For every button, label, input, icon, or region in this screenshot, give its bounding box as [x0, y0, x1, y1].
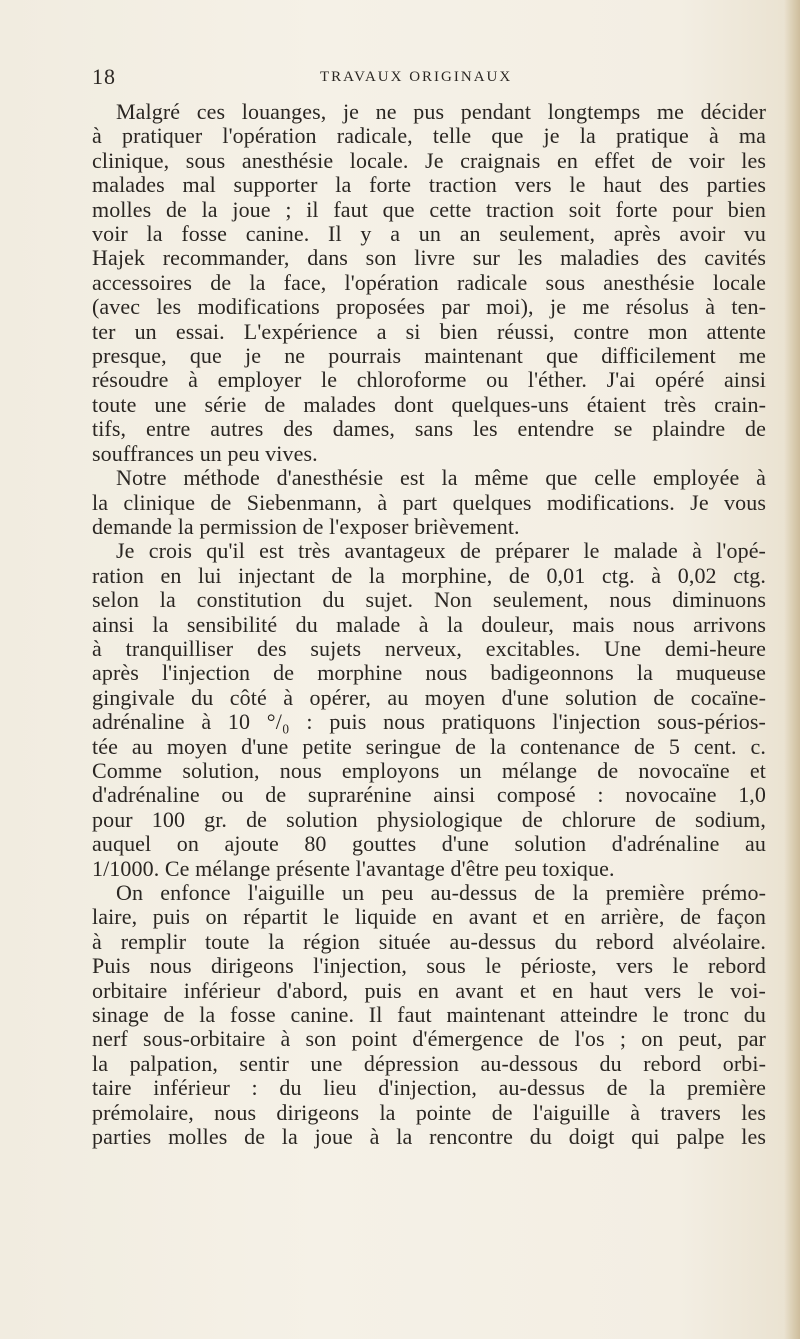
text-line: orbitaire inférieur d'abord, puis en avant et en haut vers le voi-	[92, 977, 766, 1003]
text-line: tifs, entre autres des dames, sans les entendre se plaindre de	[92, 416, 766, 442]
text-line: ter un essai. L'expérience a si bien réussi, contre mon attente	[92, 318, 766, 344]
text-line: ainsi la sensibilité du malade à la douleur, mais nous arrivons	[92, 611, 766, 637]
text-line: demande la permission de l'exposer brièvement.	[92, 513, 520, 539]
text-line: malades mal supporter la forte traction vers le haut des parties	[92, 172, 766, 198]
text-line: souffrances un peu vives.	[92, 440, 318, 466]
text-line: selon la constitution du sujet. Non seulement, nous diminuons	[92, 587, 766, 613]
running-head: TRAVAUX ORIGINAUX	[320, 69, 513, 85]
text-line: (avec les modifications proposées par moi), je me résolus à ten-	[92, 294, 766, 320]
text-line: Hajek recommander, dans son livre sur les maladies des cavités	[92, 245, 766, 271]
text-line: molles de la joue ; il faut que cette traction soit forte pour bien	[92, 196, 766, 222]
text-line: accessoires de la face, l'opération radicale sous anesthésie locale	[92, 269, 766, 295]
text-line: laire, puis on répartit le liquide en avant et en arrière, de façon	[92, 904, 766, 930]
text-line: On enfonce l'aiguille un peu au-dessus de la première prémo-	[116, 880, 766, 905]
text-line: d'adrénaline ou de suprarénine ainsi composé : novocaïne 1,0	[92, 782, 766, 808]
text-line: à pratiquer l'opération radicale, telle que je la pratique à ma	[92, 123, 766, 149]
text-line: Comme solution, nous employons un mélange de novocaïne et	[92, 757, 766, 783]
text-line: taire inférieur : du lieu d'injection, au-dessus de la première	[92, 1075, 766, 1101]
text-line: à remplir toute la région située au-dessus du rebord alvéolaire.	[92, 928, 766, 954]
text-line: Notre méthode d'anesthésie est la même que celle employée à	[116, 465, 766, 491]
text-line: la clinique de Siebenmann, à part quelques modifications. Je vous	[92, 489, 766, 515]
text-line: auquel on ajoute 80 gouttes d'une solution d'adrénaline au	[92, 831, 766, 857]
page-header	[92, 64, 762, 94]
text-line: la palpation, sentir une dépression au-dessous du rebord orbi-	[92, 1050, 766, 1076]
text-line: voir la fosse canine. Il y a un an seulement, après avoir vu	[92, 221, 766, 247]
text-line: presque, que je ne pourrais maintenant que difficilement me	[92, 343, 766, 369]
text-line: parties molles de la joue à la rencontre du doigt qui palpe les	[92, 1124, 766, 1150]
text-line: prémolaire, nous dirigeons la pointe de l'aiguille à travers les	[92, 1099, 766, 1125]
page-edge-shadow	[784, 0, 800, 1339]
text-line: adrénaline à 10 °/₀ : puis nous pratiquons l'injection sous-périos-	[92, 709, 766, 735]
text-line: Malgré ces louanges, je ne pus pendant longtemps me décider	[116, 99, 766, 124]
text-line: résoudre à employer le chloroforme ou l'éther. J'ai opéré ainsi	[92, 367, 766, 393]
text-line: sinage de la fosse canine. Il faut maintenant atteindre le tronc du	[92, 1002, 766, 1028]
text-line: tée au moyen d'une petite seringue de la contenance de 5 cent. c.	[92, 733, 766, 759]
text-line: à tranquilliser des sujets nerveux, excitables. Une demi-heure	[92, 635, 766, 661]
text-line: nerf sous-orbitaire à son point d'émergence de l'os ; on peut, par	[92, 1026, 766, 1052]
text-line: Je crois qu'il est très avantageux de préparer le malade à l'opé-	[116, 538, 766, 564]
text-line: après l'injection de morphine nous badigeonnons la muqueuse	[92, 660, 766, 686]
page-number: 18	[92, 64, 116, 89]
text-line: ration en lui injectant de la morphine, de 0,01 ctg. à 0,02 ctg.	[92, 562, 766, 588]
body-text	[92, 100, 766, 1149]
text-line: 1/1000. Ce mélange présente l'avantage d'être peu toxique.	[92, 855, 615, 881]
text-line: clinique, sous anesthésie locale. Je craignais en effet de voir les	[92, 147, 766, 173]
text-line: toute une série de malades dont quelques-uns étaient très crain-	[92, 391, 766, 417]
text-line: pour 100 gr. de solution physiologique de chlorure de sodium,	[92, 806, 766, 832]
text-line: gingivale du côté à opérer, au moyen d'une solution de cocaïne-	[92, 684, 766, 710]
text-line: Puis nous dirigeons l'injection, sous le périoste, vers le rebord	[92, 953, 766, 979]
